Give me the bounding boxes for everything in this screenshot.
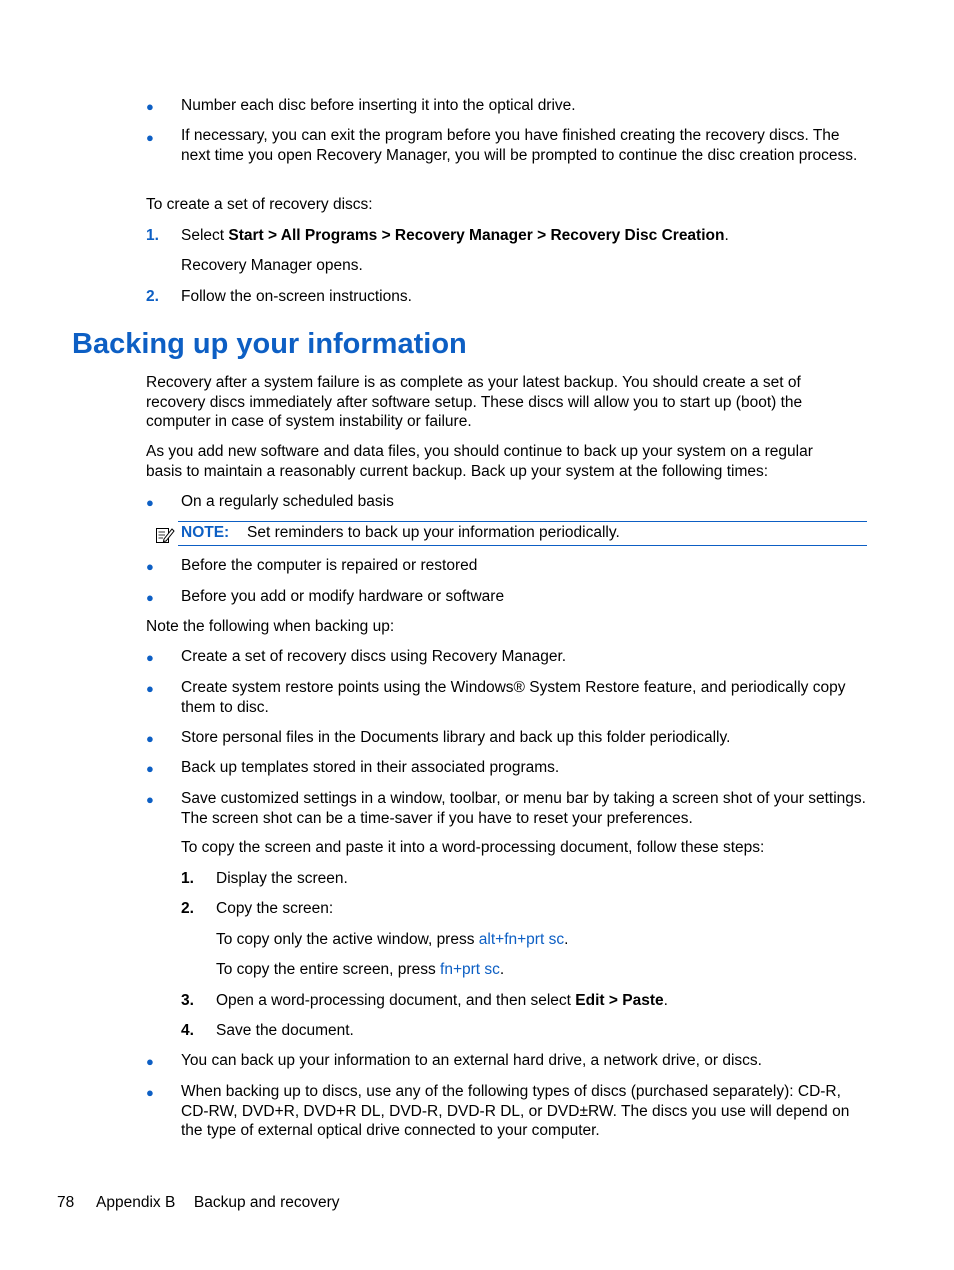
paragraph: To create a set of recovery discs: [146,196,373,213]
key-combo-entire-screen[interactable]: fn+prt sc [440,961,500,978]
bullet-marker: ● [146,731,154,746]
bullet-marker: ● [146,559,154,574]
key-combo-active-window[interactable]: alt+fn+prt sc [478,931,565,948]
list-item: Store personal files in the Documents library and back up this folder periodically. [181,729,731,746]
bullet-marker: ● [146,1085,154,1100]
list-item: When backing up to discs, use any of the following types of discs (purchased separately): CD-R, CD-RW, DVD+R, DVD+R DL, DVD-R, DVD-R DL, or DVD±RW. The discs you use will depend on the type of external optical drive connected to your computer. [181,1083,850,1139]
substep-number: 3. [181,992,194,1009]
step-text: Select Start > All Programs > Recovery Manager > Recovery Disc Creation. [181,227,729,244]
substep-text: Save the document. [216,1022,354,1039]
list-item: Save customized settings in a window, toolbar, or menu bar by taking a screen shot of your settings. The screen shot can be a time-saver if you have to reset your preferences. [181,790,866,827]
step-text: Follow the on-screen instructions. [181,288,412,305]
substep-text: Open a word-processing document, and then select Edit > Paste. [216,992,668,1009]
list-item: You can back up your information to an external hard drive, a network drive, or discs. [181,1052,762,1069]
paragraph: As you add new software and data files, you should continue to back up your system on a regular basis to maintain a reasonably current backup. Back up your system at the following times: [146,443,813,480]
note-text: Set reminders to back up your information periodically. [247,524,620,541]
page-number: 78 [57,1194,75,1211]
substep-number: 1. [181,870,194,887]
step-result: Recovery Manager opens. [181,257,363,274]
page-footer [57,1193,340,1213]
menu-path: Start > All Programs > Recovery Manager > Recovery Disc Creation [228,227,725,244]
substep-text: Display the screen. [216,870,348,887]
bullet-marker: ● [146,650,154,665]
bullet-marker: ● [146,99,154,114]
bullet-marker: ● [146,792,154,807]
note-label: NOTE: [181,524,230,541]
substep-text: Copy the screen: [216,900,334,917]
bullet-marker: ● [146,761,154,776]
paragraph: Recovery after a system failure is as complete as your latest backup. You should create a set of recovery discs immediately after software setup. These discs will allow you to start up (boot) the computer in case of system instability or failure. [146,374,803,430]
step-number: 2. [146,288,159,305]
substep-detail: To copy the entire screen, press fn+prt sc. [216,961,505,978]
bullet-marker: ● [146,495,154,510]
bullet-marker: ● [146,1054,154,1069]
list-item: Back up templates stored in their associated programs. [181,759,560,776]
step-number: 1. [146,227,159,244]
substep-number: 4. [181,1022,194,1039]
list-item: Number each disc before inserting it into the optical drive. [181,97,576,114]
list-item: Create system restore points using the Windows® System Restore feature, and periodically copy them to disc. [181,679,846,716]
bullet-marker: ● [146,130,154,145]
menu-path: Edit > Paste [575,992,664,1009]
list-item: Before the computer is repaired or restored [181,557,478,574]
list-item: On a regularly scheduled basis [181,493,394,510]
section-heading: Backing up your information [72,328,467,360]
substep-detail: To copy only the active window, press alt+fn+prt sc. [216,931,569,948]
appendix-label: Appendix B [96,1194,176,1211]
paragraph: Note the following when backing up: [146,618,395,635]
bullet-marker: ● [146,681,154,696]
section-label: Backup and recovery [193,1194,340,1211]
list-item: Before you add or modify hardware or software [181,588,505,605]
note-pencil-icon [155,525,175,545]
list-item: Create a set of recovery discs using Recovery Manager. [181,648,567,665]
bullet-marker: ● [146,590,154,605]
paragraph: To copy the screen and paste it into a word-processing document, follow these steps: [181,839,765,856]
substep-number: 2. [181,900,194,917]
list-item: If necessary, you can exit the program before you have finished creating the recovery discs. The next time you open Recovery Manager, you will be prompted to continue the disc creation process. [181,127,858,164]
